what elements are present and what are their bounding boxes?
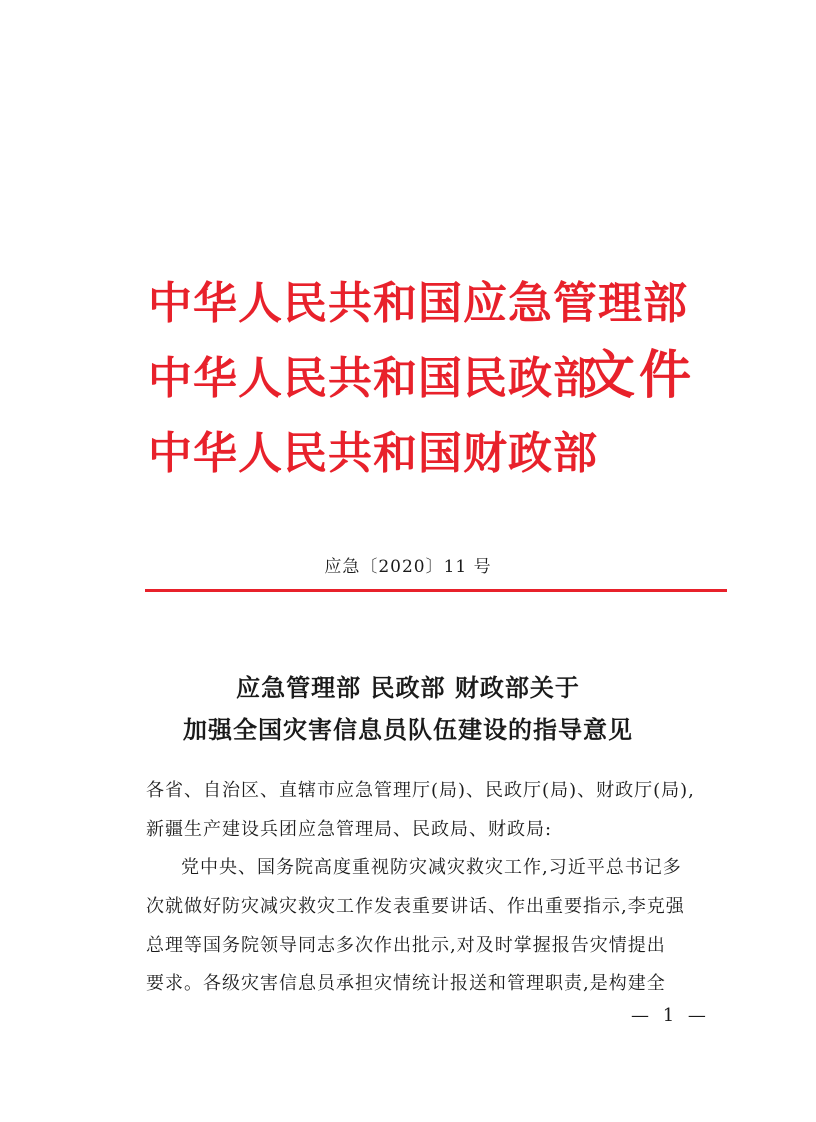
- addressee-line-2: 新疆生产建设兵团应急管理局、民政局、财政局:: [146, 819, 553, 840]
- issuer-line-emergency-management: 中华人民共和国应急管理部: [148, 278, 688, 329]
- red-divider: [145, 589, 727, 592]
- issuer-line-civil-affairs: 中华人民共和国民政部: [148, 353, 598, 404]
- document-type-label: 文件: [583, 345, 696, 406]
- page-number: — 1 —: [631, 1005, 710, 1026]
- body-paragraph-line-3: 总理等国务院领导同志多次作出批示,对及时掌握报告灾情提出: [146, 935, 666, 956]
- body-paragraph-line-4: 要求。各级灾害信息员承担灾情统计报送和管理职责,是构建全: [146, 973, 666, 994]
- issuer-line-finance: 中华人民共和国财政部: [148, 428, 598, 479]
- document-number: 应急〔2020〕11 号: [324, 557, 492, 577]
- body-paragraph-line-2: 次就做好防灾减灾救灾工作发表重要讲话、作出重要指示,李克强: [146, 896, 685, 917]
- body-paragraph-line-1: 党中央、国务院高度重视防灾减灾救灾工作,习近平总书记多: [181, 857, 682, 878]
- addressee-line-1: 各省、自治区、直辖市应急管理厅(局)、民政厅(局)、财政厅(局),: [146, 780, 695, 801]
- document-title-line-2: 加强全国灾害信息员队伍建设的指导意见: [183, 715, 633, 744]
- document-title-line-1: 应急管理部 民政部 财政部关于: [236, 673, 580, 702]
